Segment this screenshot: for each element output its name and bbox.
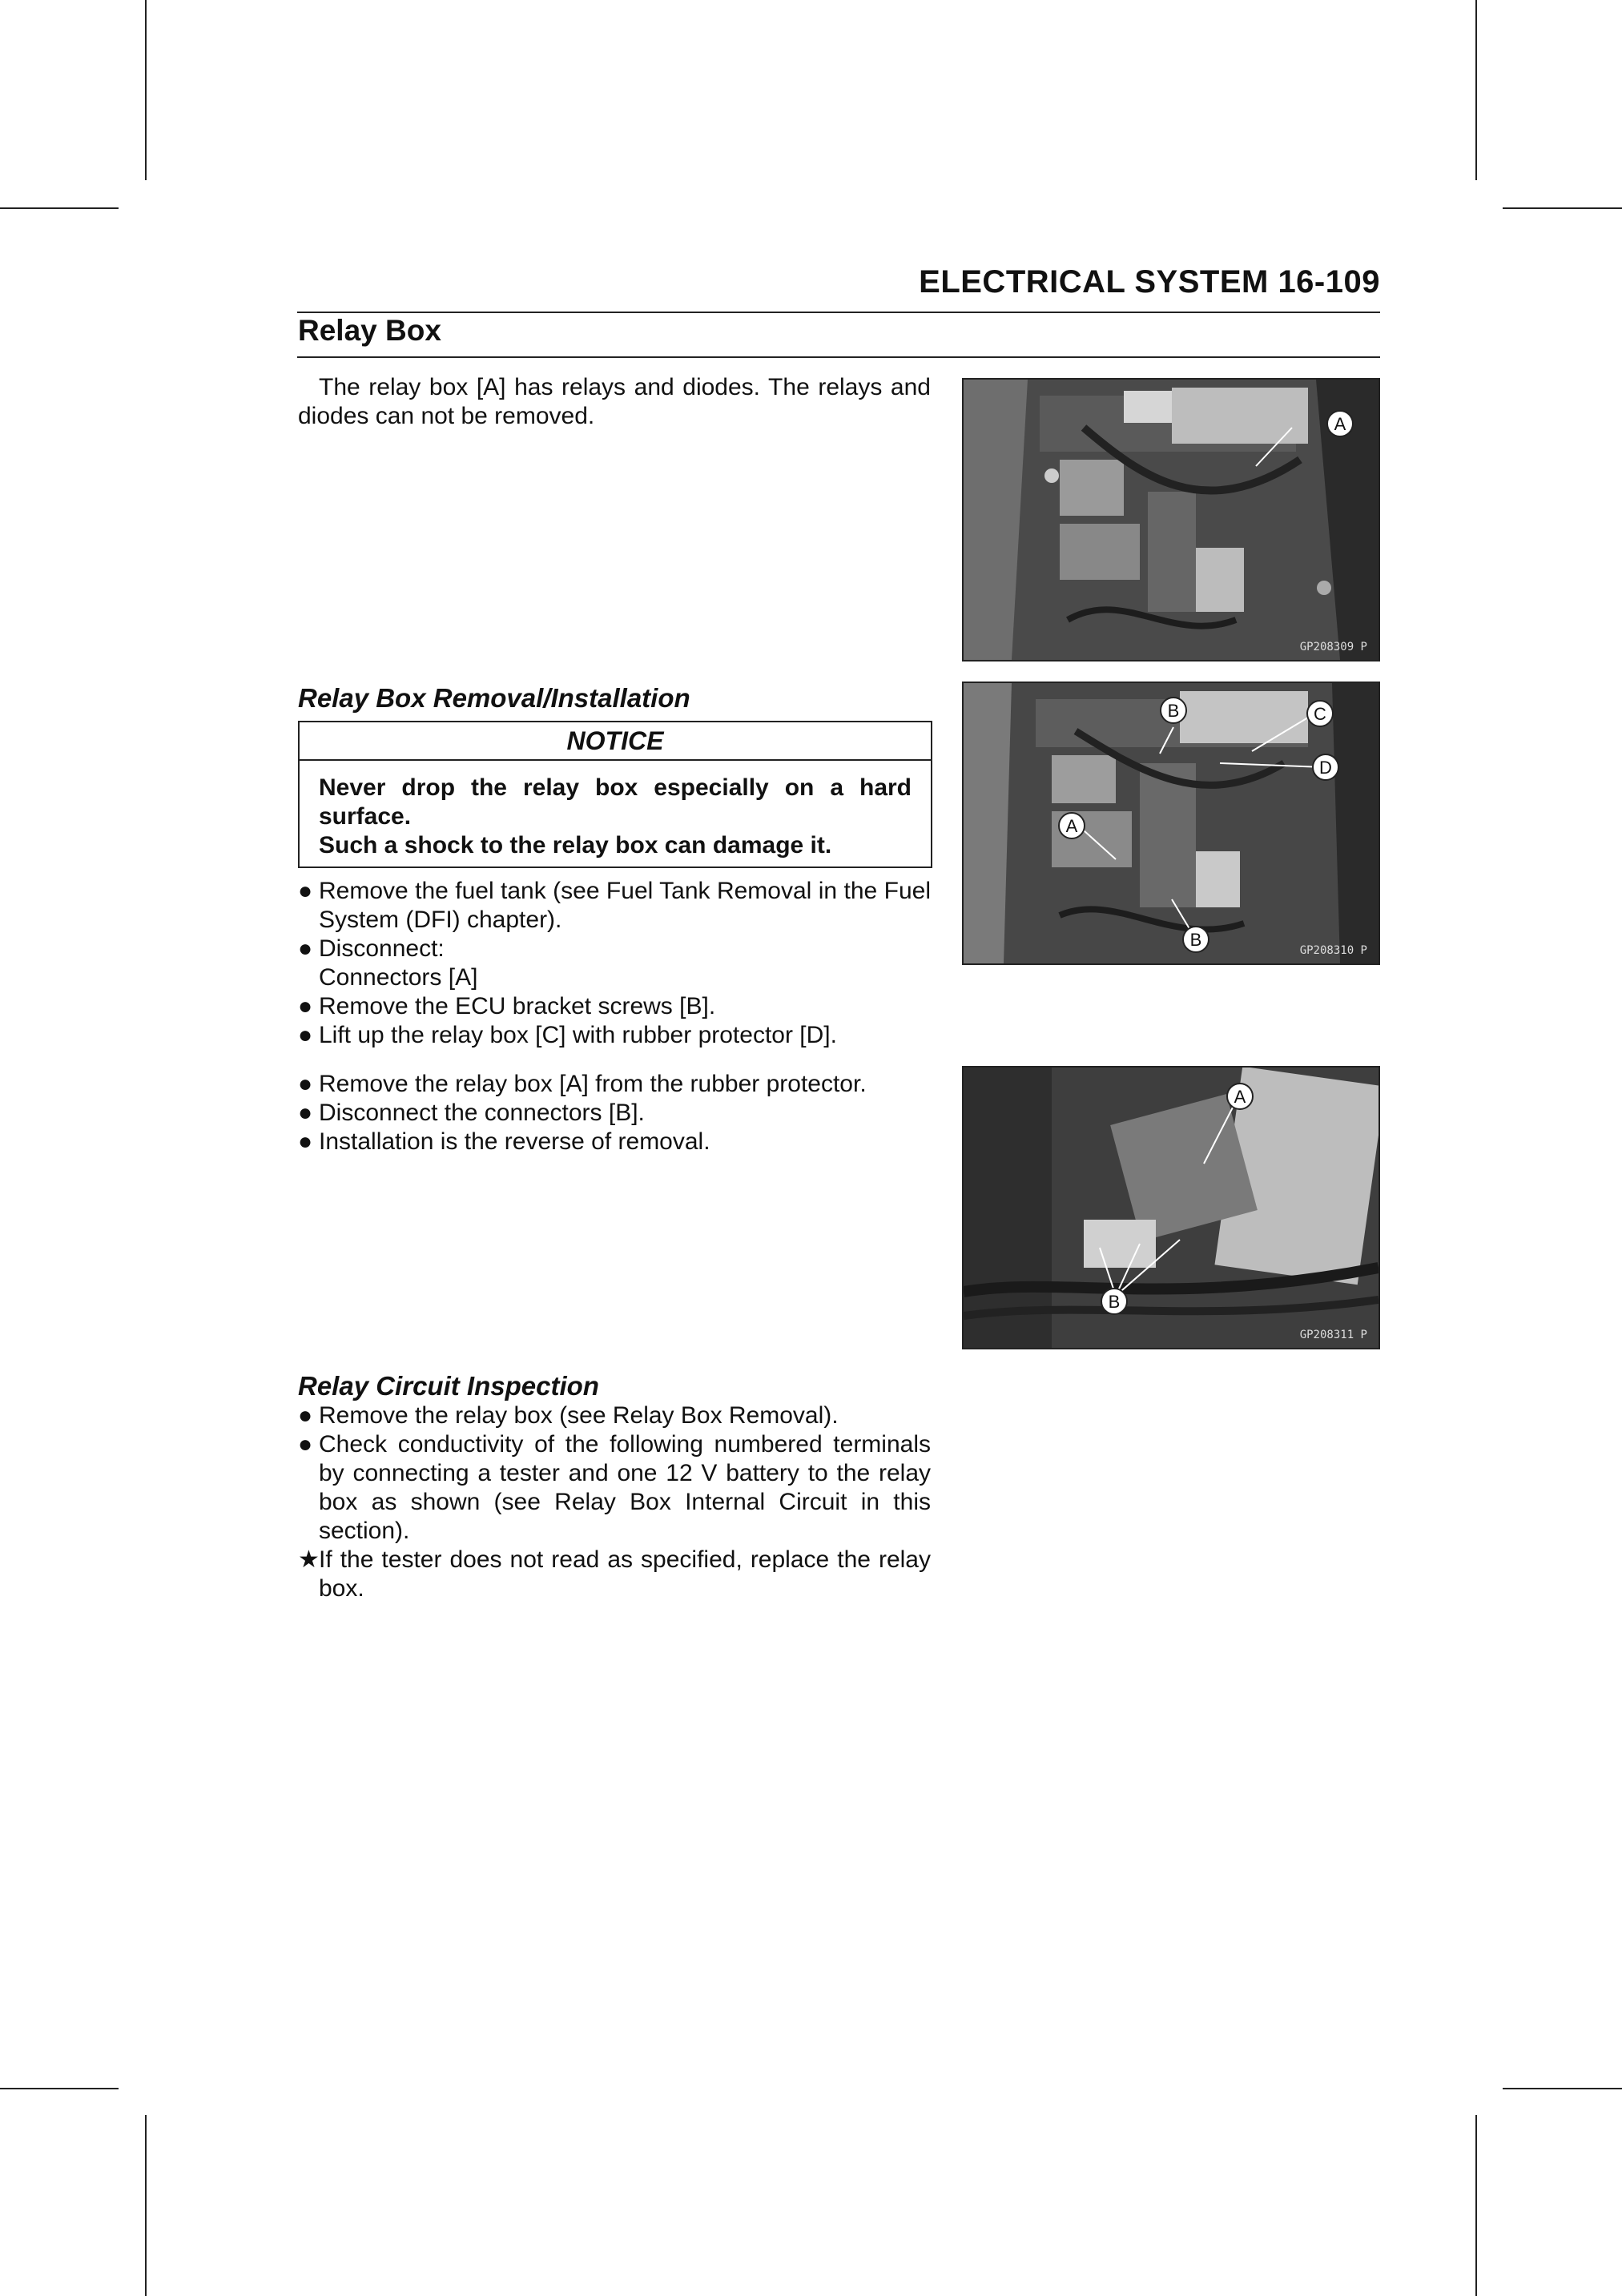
callout-a: A	[1065, 816, 1078, 836]
removal-steps	[298, 877, 931, 1050]
callout-c: C	[1314, 704, 1326, 724]
list-sub-item: Connectors [A]	[319, 964, 478, 991]
inspection-subheading: Relay Circuit Inspection	[298, 1371, 599, 1401]
crop-mark	[145, 0, 147, 180]
removal-subheading: Relay Box Removal/Installation	[298, 683, 690, 713]
list-item: ● Lift up the relay box [C] with rubber protector [D].	[298, 1022, 837, 1048]
relay-box-removal-photo-art	[964, 683, 1378, 963]
relay-box-photo-art	[964, 380, 1378, 660]
section-title: Relay Box	[298, 314, 441, 347]
callout-d: D	[1319, 758, 1332, 778]
callout-b: B	[1108, 1292, 1121, 1312]
inspection-steps	[298, 1401, 931, 1603]
list-item: ● Check conductivity of the following numbered terminals by connecting a tester and one 12 V battery to the relay box as shown (see Relay Box Internal Circuit in this section).	[298, 1431, 931, 1544]
notice-line-1: Never drop the relay box especially on a hard surface.	[319, 774, 912, 830]
crop-mark	[1475, 2115, 1477, 2296]
intro-paragraph: The relay box [A] has relays and diodes. The relays and diodes can not be removed.	[298, 374, 931, 429]
page-header-title: ELECTRICAL SYSTEM 16-109	[919, 264, 1380, 300]
list-item: ● Remove the relay box (see Relay Box Removal).	[298, 1402, 839, 1429]
notice-line-2: Such a shock to the relay box can damage it.	[319, 832, 832, 858]
crop-mark	[1503, 2088, 1622, 2089]
callout-a: A	[1234, 1087, 1246, 1107]
removal-steps-2	[298, 1070, 931, 1156]
callout-a: A	[1334, 414, 1346, 434]
crop-mark	[1475, 0, 1477, 180]
crop-mark	[0, 2088, 119, 2089]
list-item: ★ If the tester does not read as specified, replace the relay box.	[298, 1546, 931, 1602]
callout-b: B	[1167, 701, 1180, 721]
relay-box-connectors-photo	[962, 1066, 1380, 1349]
header-rule	[297, 312, 1380, 313]
list-item: ● Remove the relay box [A] from the rubber protector.	[298, 1071, 867, 1097]
list-item: ● Disconnect:	[298, 935, 445, 962]
crop-mark	[0, 207, 119, 209]
notice-title: NOTICE	[300, 722, 931, 761]
crop-mark	[145, 2115, 147, 2296]
relay-box-photo	[962, 378, 1380, 661]
relay-box-removal-photo	[962, 682, 1380, 965]
photo-code: GP208310 P	[1299, 944, 1367, 957]
photo-code: GP208309 P	[1299, 641, 1367, 653]
list-item: ● Remove the fuel tank (see Fuel Tank Removal in the Fuel System (DFI) chapter).	[298, 878, 931, 933]
notice-box	[298, 721, 932, 868]
list-item: ● Installation is the reverse of removal.	[298, 1128, 710, 1155]
list-item: ● Disconnect the connectors [B].	[298, 1100, 645, 1126]
crop-mark	[1503, 207, 1622, 209]
photo-code: GP208311 P	[1299, 1329, 1367, 1341]
callout-b: B	[1189, 930, 1202, 950]
section-rule	[297, 356, 1380, 358]
list-item: ● Remove the ECU bracket screws [B].	[298, 993, 716, 1019]
relay-box-connectors-photo-art	[964, 1068, 1378, 1348]
